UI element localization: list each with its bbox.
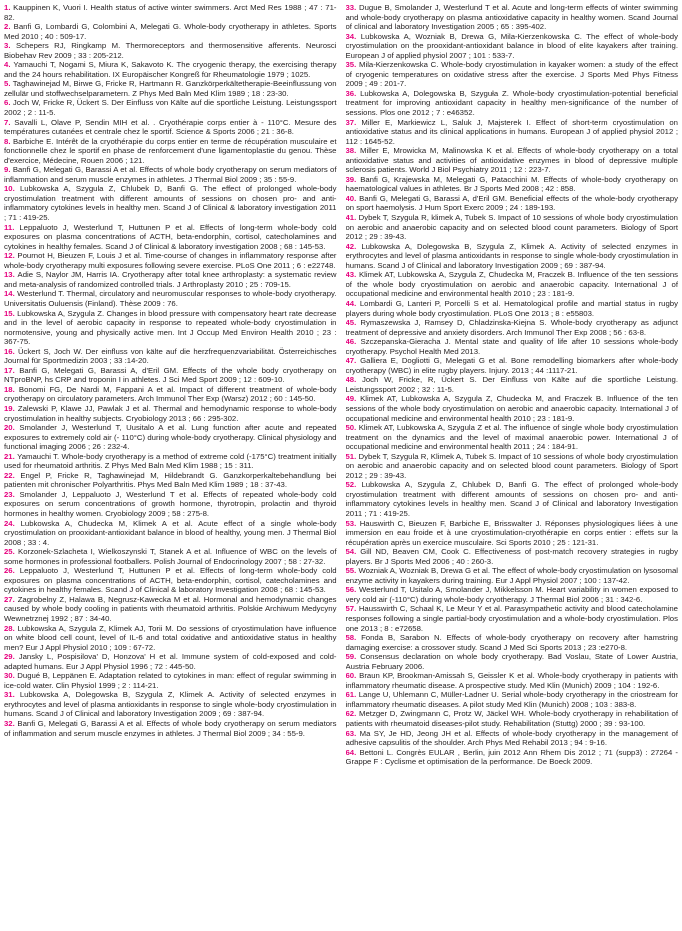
reference-text: Gill ND, Beaven CM, Cook C. Effectiveness of post-match recovery strategies in rugby players. Br J Sports Med 2006 ; 40 : 260-3. [345,547,678,566]
reference-text: Wozniak A, Wozniak B, Drewa G et al. The effect of whole-body cryostimulation on lysosomal enzyme activity in kayakers during training. Eur J Appl Physiol 2007 ; 100 : 137-42. [345,566,678,585]
reference-entry [4,385,337,404]
reference-column-right [346,3,679,931]
reference-number: 58 . [346,633,362,642]
reference-entry [4,118,337,137]
reference-number: 10 . [4,184,20,193]
reference-entry [4,624,337,653]
reference-text: Bonomi FG, De Nardi M, Fappani A et al. Impact of different treatment of whole-body cryotherapy on circulatory parameters. Arch Immunol Ther Exp (Warsz) 2012 ; 60 : 145-50. [4,384,337,404]
reference-number: 37 . [346,118,362,127]
reference-number: 1 . [4,3,13,12]
reference-number: 45 . [346,318,361,327]
reference-entry [4,251,337,270]
reference-text: Schepers RJ, Ringkamp M. Thermoreceptors and thermosensitive afferents. Neurosci Biobehav Rev 2009 ; 33 : 205-212. [4,41,337,60]
reference-entry [346,690,679,709]
reference-text: Smolander J, Westerlund T, Uusitalo A et al. Lung function after acute and repeated exposures to extremely cold air (- 110°C) during whole-body cryotherapy. Clinical physiology and functional imaging 2006 ; 26 : 232-4. [4,423,337,452]
reference-number: 28 . [4,624,18,633]
reference-entry [4,98,337,117]
reference-number: 49 . [346,394,361,403]
reference-text: Lubkowska A, Dolegowska B, Szyguła Z. Whole-body cryostimulation-potential beneficial treatment for improving antioxidant capacity in healthy men-significance of the number of sessions. Plos one 2012 ; 7 : e46352. [345,88,678,118]
reference-entry [346,423,679,452]
reference-number: 52 . [346,480,362,489]
reference-entry [4,223,337,252]
reference-text: Dugué B, Leppänen E. Adaptation related to cytokines in man: effect of regular swimming in ice-cold water. Clin Physiol 1999 ; 2 : 114-21. [4,671,337,690]
reference-number: 4 . [4,60,13,69]
reference-text: Ma SY, Je HD, Jeong JH et al. Effects of whole-body cryotherapy in the management of adhesive capsulitis of the shoulder. Arch Phys Med Rehabil 2013 ; 94 : 9-16. [345,728,678,748]
reference-number: 51 . [346,452,359,461]
reference-entry [4,165,337,184]
reference-text: Banfi G, Melegati G, Barassi A, d'Eril GM. Effects of the whole body cryotherapy on NTproBNP, hs CRP and troponin I in athletes. J Sci Med Sport 2009 ; 12 : 609-10. [4,365,337,385]
reference-number: 62 . [346,709,360,718]
reference-entry [346,337,679,356]
reference-number: 20 . [4,423,19,432]
reference-entry [346,729,679,748]
reference-text: Kauppinen K, Vuori I. Health status of active winter swimmers. Arct Med Res 1988 ; 47 : 71-82. [4,3,337,22]
reference-number: 64 . [346,748,360,757]
reference-entry [346,89,679,118]
reference-text: Jansky L, Pospisilova' D, Honzova' H et al. Immune system of cold-exposed and cold-adapted humans. Eur J Appl Physiol 1996 ; 72 : 445-50. [4,652,337,671]
reference-text: Klimek AT, Lubkowska A, Szygula Z et al. The influence of single whole body cryostimulation treatment on the dynamics and the level of maximal anaerobic power. International J of occupational medicine and environmental health 2011 ; 24 : 184-91. [345,423,678,452]
reference-number: 3 . [4,41,16,50]
reference-number: 33 . [346,3,359,12]
reference-text: Consensus declaration on whole body cryotherapy. Bad Voslau, State of Lower Austria, Austria February 2006. [345,652,678,671]
reference-entry [346,356,679,375]
reference-entry [346,566,679,585]
reference-entry [346,452,679,481]
reference-text: Leppaluoto J, Westerlund T, Huttunen P et al. Effects of long-term whole-body cold exposures on plasma concentrations of ACTH, beta-endorphin, cortisol, catecholamines and cytokines in healthy females. Scand J of Clinical & laboratory investigation 2008 ; 68 : 145-53. [4,222,337,251]
reference-number: 8 . [4,137,13,146]
reference-text: Bettoni L. Congrès EULAR , Berlin, juin 2012 Ann Rhem Dis 2012 ; 71 (supp3) : 27264 - Grappe F : Cyclisme et optimisation de la performance. De Boeck 2009. [345,747,678,767]
reference-number: 31 . [4,690,20,699]
reference-entry [4,423,337,452]
reference-columns [4,3,678,931]
reference-number: 54 . [346,547,361,556]
reference-number: 38 . [346,146,361,155]
reference-number: 30 . [4,671,17,680]
reference-text: Taghawinejad M, Birwe G, Fricke R, Hartmann R. Ganzkörperkältetherapie-Beeinflussung von zellulär und stoffwechselparametern. Z Phys Med Baln Med Klim 1989 ; 18 : 23-30. [4,79,337,98]
reference-text: Rymaszewska J, Ramsey D, Chladzinska-Kiejna S. Whole-body cryotherapy as adjunct treatment of depressive and anxiety disorders. Arch Immunol Ther Exp 2008 ; 56 : 63-8. [345,318,678,337]
reference-number: 15 . [4,309,17,318]
reference-entry [4,137,337,166]
reference-entry [4,652,337,671]
reference-text: Zagrobelny Z, Halawa B, Negrusz-Kawecka M et al. Hormonal and hemodynamic changes caused by whole body cooling in patients with rheumatoid arthritis. Polskie Archiwum Medycyny Wewnetrznej 1992 ; 87 : 34-40. [4,594,337,623]
reference-text: Banfi G, Lombardi G, Colombini A, Melegati G. Whole-body cryotherapy in athletes. Sports Med 2010 ; 40 : 509-17. [4,22,337,41]
reference-text: Lubkowska A, Szygula Z, Klimek AJ, Torii M. Do sessions of cryostimulation have influence on white blood cell count, level of IL-6 and total oxidative and antioxidative status in healthy men? Eur J Appl Physiol 2010 ; 109 : 67-72. [4,623,337,652]
reference-number: 44 . [346,299,360,308]
reference-text: Fonda B, Sarabon N. Effects of whole-body cryotherapy on recovery after hamstring damaging exercise: a crossover study. Scand J Med Sci Sports 2013 ; 23 :e270-8. [345,633,678,652]
reference-entry [346,394,679,423]
reference-number: 13 . [4,270,18,279]
reference-entry [346,318,679,337]
reference-entry [4,404,337,423]
reference-text: Braun KP, Brookman-Amissah S, Geissler K et al. Whole-body cryotherapy in patients with inflammatory rheumatic disease. A prospective study. Med Klin (Munich) 2009 ; 104 : 192-6. [345,671,678,690]
reference-entry [346,633,679,652]
reference-number: 27 . [4,595,18,604]
reference-entry [346,604,679,633]
reference-entry [4,452,337,471]
reference-text: Lombardi G, Lanteri P, Porcelli S et al. Hematological profile and martial status in rugby players during whole body cryostimulation. PLoS One 2013 ; 8 : e55803. [345,298,678,318]
reference-number: 17 . [4,366,19,375]
reference-text: Banfi G, Krajewska M, Melegati G, Patacchini M. Effects of whole-body cryotherapy on haematological values in athletes. Br J Sports Med 2008 ; 42 : 858. [345,174,678,194]
reference-entry [346,519,679,548]
reference-number: 32 . [4,719,17,728]
reference-text: Dugue B, Smolander J, Westerlund T et al. Acute and long-term effects of winter swimming and whole-body cryotherapy on plasma antioxidative capacity in healthy women. Scand Journal of clinical and laboratory Investigation 2005 ; 65 : 395-402. [345,3,678,32]
reference-entry [346,585,679,604]
reference-text: Westerlund T, Usitalo A, Smolander J, Mikkelsson M. Heart variability in women exposed to very cold air (-110°C) during whole-body cryotherapy. J Thermal Biol 2006 ; 31 : 342-6. [345,585,678,604]
reference-number: 39 . [346,175,361,184]
reference-entry [4,347,337,366]
reference-entry [4,22,337,41]
reference-entry [346,671,679,690]
reference-entry [4,184,337,222]
reference-text: Korzonek-Szlacheta I, Wielkoszynski T, Stanek A et al. Influence of WBC on the levels of some hormones in professional footballers. Polish Journal of Endocrinology 2007 ; 58 : 27-32. [4,547,337,566]
reference-text: Yamauchi T, Nogami S, Miura K, Sakavoto K. The cryogenic therapy, the exercising therapy and the 24 hours rehabilitation. IX Europäischer Kongreß für Rheumatologie 1979 ; 1025. [4,60,337,79]
reference-text: Engel P, Fricke R, Taghawinejad M, Hildebrandt G. Ganzkorperkaltebehandlung bei patienten mit chronischer Polyarthritis. Phys Med Baln Med Klim 1989 ; 18 : 37-43. [4,470,337,490]
reference-text: Lubkowska A, Dolegowska B, Szygula Z, Klimek A. Activity of selected enzymes in erythrocytes and level of plasma antioxidants in response to single whole-body cryostimulation in humans. Scand J of Clinical and laboratory Investigation 2009 ; 69 : 387-94. [345,241,678,270]
reference-number: 55 . [346,566,359,575]
reference-text: Lubkowska A, Szygula Z, Chlubek D, Banfi G. The effect of prolonged whole-body cryostimulation treatment with different amounts of sessions on chosen pro- and anti-inflammatory cytokines levels in healthy men. Scand J of Clinical & laboratory investigation 2011 ; 71 : 419-25. [4,184,337,223]
reference-entry [4,289,337,308]
reference-entry [346,175,679,194]
reference-number: 19 . [4,404,18,413]
reference-number: 41 . [346,213,359,222]
reference-entry [4,719,337,738]
reference-text: Banfi G, Melegati G, Barassi A et al. Effects of whole body cryotherapy on serum mediators of inflammation and serum muscle enzymes in athletes. J Thermal Biol 2009 ; 35 : 55-9. [4,165,337,184]
reference-number: 40 . [346,194,360,203]
reference-number: 7 . [4,118,14,127]
reference-number: 50 . [346,423,359,432]
reference-text: Metzger D, Zwingmann C, Protz W, Jäckel WH. Whole-body cryotherapy in rehabilitation of patients with rheumatoid diseases-pilot study. Rehabilitation (Stuttg) 2000 ; 39 : 93-100. [345,709,678,729]
reference-text: Joch W, Fricke R, Ückert S. Der Einfluss von Kälte auf die sportliche Leistung. Leistungssport 2002 ; 2 : 11-5. [4,98,337,118]
reference-text: Adie S, Naylor JM, Harris IA. Cryotherapy after total knee arthroplasty: a systematic review and meta-analysis of randomized controlled trials. J Arthroplasty 2010 ; 25 : 709-15. [4,270,337,289]
reference-number: 34 . [346,32,361,41]
reference-entry [346,375,679,394]
reference-number: 48 . [346,375,363,384]
reference-entry [346,748,679,767]
reference-entry [4,519,337,548]
reference-number: 16 . [4,347,18,356]
reference-entry [346,118,679,147]
reference-text: Klimek AT, Lubkowska A, Szygula Z, Chudecka M, Fraczek B. Influence of the ten sessions of the whole body cryostimulation on aerobic and anaerobic capacity. International J of occupational medicine and environmental health 2010 ; 23 : 181-9. [345,270,678,299]
reference-text: Hausswirth C, Schaal K, Le Meur Y et al. Parasympathetic activity and blood catecholamine responses following a single partial-body cryostimulation and a whole-body cryostimulation. Plos one 2013 ; 8 : e72658. [345,604,678,633]
reference-text: Dybek T, Szygula R, klimek A, Tubek S. Impact of 10 sessions of whole body cryostimulation on aerobic and anaerobic capacity and on selected blood count parameters. Biology of Sport 2012 ; 29 : 39-43. [345,213,678,242]
reference-number: 14 . [4,289,17,298]
reference-number: 5 . [4,79,13,88]
reference-text: Leppaluoto J, Westerlund T, Huttunen P et al. Effects of long-term whole-body cold exposures on plasma concentrations of ACTH, beta-endorphin, cortisol, catecholamines and cytokines in healthy females. Scand J of Clinical & laboratory Investigation 2008 ; 68 : 145-53. [4,566,337,595]
reference-text: Lubkowska A, Wozniak B, Drewa G, Mila-Kierzenkowska C. The effect of whole-body cryostimulation on the prooxidant-antioxidant balance in blood of elite kayakers after training. European J of applied physiol 2007 ; 101 : 533-7. [345,31,678,60]
reference-text: Lubkowska A, Szygula Z, Chlubek D, Banfi G. The effect of prolonged whole-body cryostimulation treatment with different amounts of sessions on chosen pro- and anti-inflammatory cytokines levels in healthy men. Scand J of Clinical and laboratory Investigation 2011 ; 71 : 419-25. [345,480,678,518]
reference-text: Yamauchi T. Whole-body cryotherapy is a method of extreme cold (-175°C) treatment initially used for rheumatoid arthritis. Z Phys Med Baln Med Klim 1988 ; 15 : 311. [4,451,337,471]
reference-entry [346,480,679,518]
reference-number: 26 . [4,566,20,575]
reference-number: 9 . [4,165,13,174]
reference-entry [346,213,679,242]
reference-entry [346,242,679,271]
reference-number: 53 . [346,519,360,528]
reference-text: Zalewski P, Klawe JJ, Pawlak J et al. Thermal and hemodynamic response to whole-body cryostimulation in healthy subjects. Cryobiology 2013 ; 66 : 295-302. [4,403,337,423]
reference-entry [4,41,337,60]
reference-number: 35 . [346,60,360,69]
reference-text: Dybek T, Szygula R, Klimek A, Tubek S. Impact of 10 sessions of whole body cryostimulation on aerobic and anaerobic capacity and on selected blood count parameters. Biology of Sport 2012 ; 29 : 39-43. [345,451,678,480]
reference-entry [4,3,337,22]
reference-column-left [4,3,337,931]
reference-text: Lubkowska A, Chudecka M, Klimek A et al. Acute effect of a single whole-body cryostimulation on prooxidant-antioxidant balance in blood of healthy, young men. J Thermal Biol 2008 ; 33 : 4. [4,518,337,547]
reference-entry [346,709,679,728]
reference-entry [4,60,337,79]
reference-entry [346,194,679,213]
reference-text: Mila-Kierzenkowska C. Whole-body cryostimulation in kayaker women: a study of the effect of cryogenic temperatures on oxidative stress after the exercise. J Sports Med Phys Fitness 2009 ; 49 : 201-7. [345,60,678,89]
reference-text: Westerlund T. Thermal, circulatory and neuromuscular responses to whole-body cryotherapy. Universitatis Ouluensis (Finland). Thèse 2009 : 76. [4,289,337,308]
reference-entry [346,270,679,299]
reference-text: Savalli L, Olave P, Sendin MIH et al. . Cryothérapie corps entier à - 110°C. Mesure des températures cutanées et centrale chez le sportif. Science & Sports 2006 ; 21 : 36-8. [4,117,337,137]
reference-entry [4,671,337,690]
reference-entry [346,60,679,89]
reference-entry [346,652,679,671]
reference-number: 47 . [346,356,361,365]
reference-text: Miller E, Markiewicz L, Saluk J, Majsterek I. Effect of short-term cryostimulation on antioxidative status and its clinical applications in humans. European J of applied physiol 2012 ; 112 : 1645-52. [345,117,678,146]
reference-entry [4,566,337,595]
reference-entry [4,595,337,624]
reference-number: 2 . [4,22,14,31]
reference-number: 61 . [346,690,359,699]
reference-text: Miller E, Mrowicka M, Malinowska K et al. Effects of whole-body cryotherapy on a total antioxidative status and activities of antioxidative enzymes in blood of depressive multiple sclerosis patients. World J Biol Psychiatry 2011 ; 12 : 223-7. [345,146,678,175]
reference-entry [346,547,679,566]
reference-entry [4,79,337,98]
reference-number: 60 . [346,671,360,680]
reference-entry [346,299,679,318]
reference-number: 21 . [4,452,17,461]
reference-text: Lubkowska A, Szygula Z. Changes in blood pressure with compensatory heart rate decrease and in the level of aerobic capacity in response to repeated whole-body cryostimulation in normotensive, young and physically active men. Int J Occup Med Environ Health 2010 ; 23 : 367-75. [4,308,337,347]
reference-number: 22 . [4,471,20,480]
reference-number: 23 . [4,490,20,499]
reference-entry [346,146,679,175]
reference-number: 56 . [346,585,359,594]
reference-number: 42 . [346,242,362,251]
reference-text: Ückert S, Joch W. Der einfluss von kälte auf die herzfrequenzvariabilität. Österreichisches Journal für Sportmedizin 2003 ; 33 :14-20. [4,346,337,366]
reference-text: Szczepanska-Gieracha J. Mental state and quality of life after 10 sessions whole-body cryotherapy. Psychol Health Med 2013. [345,337,678,356]
reference-text: Hauswirth C, Bieuzen F, Barbiche E, Brisswalter J. Réponses physiologiques liées à une immersion en eau froide et à une cryostimulation-cryothérapie en corps entier : effets sur la récupération après un exercice musculaire. Sci Sports 2010 ; 25 : 121-31. [345,518,678,547]
reference-number: 25 . [4,547,18,556]
reference-number: 63 . [346,729,360,738]
reference-number: 29 . [4,652,19,661]
reference-entry [4,270,337,289]
reference-text: Lubkowska A, Dolegowska B, Szygula Z, Klimek A. Activity of selected enzymes in erythrocytes and level of plasma antioxidants in response to single whole-body cryostimulation in humans. Scand J of Clinical and laboratory Investigation 2009 ; 69 : 387-94. [4,690,337,719]
reference-number: 12 . [4,251,17,260]
reference-number: 59 . [346,652,361,661]
reference-number: 57 . [346,604,359,613]
reference-text: Pournot H, Bieuzen F, Louis J et al. Time-course of changes in inflammatory response after whole-body cryotherapy multi exposures following severe exercise. PLoS One 2011 ; 6 : e22748. [4,251,337,270]
reference-number: 43 . [346,270,359,279]
reference-number: 36 . [346,89,361,98]
reference-number: 6 . [4,98,13,107]
reference-text: Banfi G, Melegati G, Barassi A et al. Effects of whole body cryotherapy on serum mediators of inflammation and serum muscle enzymes in athletes. J Thermal Biol 2009 ; 34 : 55-9. [4,719,337,738]
reference-text: Joch W, Fricke, R, Ückert S. Der Einfluss von Kälte auf die sportliche Leistung. Leistungssport 2002 ; 32 : 11-5. [345,375,678,394]
reference-number: 11 . [4,223,19,232]
reference-text: Galliera E, Dogliotti G, Melegati G et al. Bone remodelling biomarkers after whole-body cryotherapy (WBC) in elite rugby players. Injury. 2013 ; 44 :1117-21. [345,356,678,375]
reference-entry [4,547,337,566]
reference-entry [4,471,337,490]
reference-text: Banfi G, Melegati G, Barassi A, d'Eril GM. Beneficial effects of the whole-body cryotherapy on sport haemolysis. J Hum Sport Exerc 2009 ; 24 : 189-193. [345,193,678,213]
reference-number: 46 . [346,337,361,346]
reference-entry [4,366,337,385]
reference-entry [346,32,679,61]
reference-number: 24 . [4,519,21,528]
reference-entry [4,690,337,719]
reference-text: Klimek AT, Lubkowska A, Szygula Z, Chudecka M, and Fraczek B. Influence of the ten sessions of the whole body cryostimulation on aerobic and anaerobic capacity. International J of occupational medicine and environmental health 2010 ; 23 : 181-9. [345,394,678,423]
reference-entry [346,3,679,32]
reference-number: 18 . [4,385,19,394]
reference-text: Barbiche E. Intérêt de la cryothérapie du corps entier en terme de récupération musculaire et fonctionnelle chez le sportif en phase de renforcement d'une ligamentoplastie du genou. Thèse d'exercice, Médecine, Rouen 2006 ; 121. [4,136,337,165]
reference-entry [4,490,337,519]
reference-text: Lange U, Uhlemann C, Müller-Ladner U. Serial whole-body cryotherapy in the criostream for inflammatory rheumatic diseases. A pilot study Med Klin (Munich) 2008 ; 103 : 383-8. [345,690,678,709]
reference-entry [4,309,337,347]
reference-text: Smolander J, Leppaluoto J, Westerlund T et al. Effects of repeated whole-body cold exposures on serum concentrations of growth hormone, thyrotropin, prolactin and thyroid hormones in healthy women. Cryobiology 2009 ; 58 : 275-8. [4,489,337,518]
